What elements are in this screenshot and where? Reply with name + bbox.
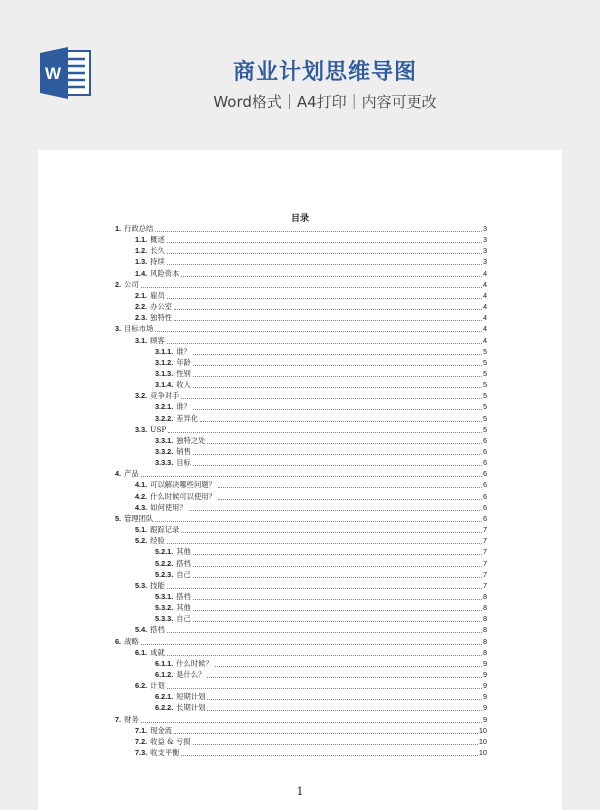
word-logo-letter: W bbox=[44, 64, 62, 83]
toc-entry-number: 7.3. bbox=[135, 748, 148, 758]
toc-entry-number: 4.2. bbox=[135, 491, 148, 501]
toc-entry-page: 5 bbox=[482, 380, 487, 390]
toc-entry-number: 6. bbox=[115, 636, 122, 646]
toc-entry[interactable] bbox=[135, 268, 487, 279]
toc-entry-page: 4 bbox=[482, 313, 487, 323]
toc-leader-dots bbox=[193, 598, 482, 600]
toc-leader-dots bbox=[193, 609, 482, 611]
toc-entry-label: 收支平衡 bbox=[150, 748, 180, 758]
toc-entry-number: 5.3.1. bbox=[155, 591, 174, 601]
toc-entry-label: 雇员 bbox=[150, 290, 165, 300]
toc-entry[interactable] bbox=[155, 691, 487, 702]
toc-entry-number: 5.3.2. bbox=[155, 603, 174, 613]
toc-entry-page: 5 bbox=[482, 346, 487, 356]
toc-entry-page: 3 bbox=[482, 235, 487, 245]
toc-entry-label: 竞争对手 bbox=[150, 391, 180, 401]
toc-entry[interactable] bbox=[135, 624, 487, 635]
toc-entry-label: 收入 bbox=[176, 380, 191, 390]
page-number: 1 bbox=[296, 785, 304, 798]
toc-entry-page: 6 bbox=[482, 435, 487, 445]
toc-leader-dots bbox=[193, 565, 482, 567]
toc-entry-page: 4 bbox=[482, 302, 487, 312]
toc-entry[interactable] bbox=[155, 368, 487, 379]
toc-entry-label: 独特性 bbox=[150, 313, 173, 323]
toc-leader-dots bbox=[200, 420, 482, 422]
toc-entry[interactable] bbox=[135, 647, 487, 658]
toc-entry[interactable] bbox=[155, 602, 487, 613]
toc-entry-label: 跟踪记录 bbox=[150, 525, 180, 535]
toc-leader-dots bbox=[215, 665, 482, 667]
toc-entry-number: 3.2.2. bbox=[155, 413, 174, 423]
toc-leader-dots bbox=[193, 576, 482, 578]
toc-entry-label: 搭档 bbox=[176, 591, 191, 601]
toc-entry-number: 3.3.1. bbox=[155, 435, 174, 445]
toc-entry-label: USP bbox=[150, 424, 167, 434]
toc-entry-label: 差异化 bbox=[176, 413, 199, 423]
toc-entry[interactable] bbox=[155, 669, 487, 680]
toc-leader-dots bbox=[193, 464, 482, 466]
toc-entry-page: 9 bbox=[482, 658, 487, 668]
toc-leader-dots bbox=[167, 297, 482, 299]
toc-entry-page: 8 bbox=[482, 603, 487, 613]
toc-entry[interactable] bbox=[135, 424, 487, 435]
toc-entry-number: 3.2.1. bbox=[155, 402, 174, 412]
toc-entry-number: 3. bbox=[115, 324, 122, 334]
toc-entry-label: 技能 bbox=[150, 580, 165, 590]
toc-leader-dots bbox=[193, 743, 478, 745]
toc-entry-number: 5.2.2. bbox=[155, 558, 174, 568]
toc-leader-dots bbox=[181, 275, 482, 277]
toc-leader-dots bbox=[193, 386, 482, 388]
toc-entry-number: 3.2. bbox=[135, 391, 148, 401]
toc-entry[interactable] bbox=[135, 301, 487, 312]
toc-entry-page: 7 bbox=[482, 558, 487, 568]
toc-entry[interactable] bbox=[135, 524, 487, 535]
toc-leader-dots bbox=[174, 732, 478, 734]
toc-entry-label: 销售 bbox=[176, 447, 191, 456]
toc-entry-number: 5.2. bbox=[135, 536, 148, 546]
toc-entry[interactable] bbox=[155, 613, 487, 624]
toc-entry-label: 搭档 bbox=[176, 558, 191, 568]
toc-entry-number: 6.2.1. bbox=[155, 692, 174, 702]
toc-entry-number: 4.3. bbox=[135, 502, 148, 512]
toc-leader-dots bbox=[167, 241, 482, 243]
toc-leader-dots bbox=[174, 308, 482, 310]
toc-entry[interactable] bbox=[135, 502, 487, 513]
toc-entry-label: 长久 bbox=[150, 246, 165, 256]
toc-entry-number: 3.3.2. bbox=[155, 447, 174, 456]
toc-entry[interactable] bbox=[115, 636, 487, 647]
toc-entry-label: 谁？ bbox=[176, 346, 191, 356]
toc-leader-dots bbox=[193, 453, 482, 455]
toc-entry-page: 5 bbox=[482, 424, 487, 434]
toc-leader-dots bbox=[193, 364, 482, 366]
toc-entry-page: 4 bbox=[482, 279, 487, 289]
toc-entry-page: 5 bbox=[482, 391, 487, 401]
toc-entry-page: 5 bbox=[482, 402, 487, 412]
toc-entry-label: 顾客 bbox=[150, 335, 165, 345]
toc-entry-number: 6.1.1. bbox=[155, 658, 174, 668]
toc-entry-number: 1.3. bbox=[135, 257, 148, 267]
toc-entry[interactable] bbox=[135, 747, 487, 758]
toc-entry[interactable] bbox=[135, 290, 487, 301]
toc-entry[interactable] bbox=[135, 580, 487, 591]
toc-leader-dots bbox=[167, 342, 482, 344]
toc-leader-dots bbox=[167, 587, 482, 589]
toc-entry[interactable] bbox=[155, 702, 487, 713]
toc-entry-number: 2.3. bbox=[135, 313, 148, 323]
toc-title: 目录 bbox=[290, 214, 309, 224]
toc-entry[interactable] bbox=[135, 491, 487, 502]
toc-entry[interactable] bbox=[155, 401, 487, 412]
toc-leader-dots bbox=[167, 542, 482, 544]
toc-entry-page: 9 bbox=[482, 714, 487, 724]
toc-entry-number: 3.1.2. bbox=[155, 357, 174, 367]
toc-entry-number: 5.2.3. bbox=[155, 569, 174, 579]
toc-entry-number: 6.2. bbox=[135, 681, 148, 691]
toc-leader-dots bbox=[193, 620, 482, 622]
toc-leader-dots bbox=[167, 631, 482, 633]
toc-leader-dots bbox=[167, 687, 482, 689]
toc-entry[interactable] bbox=[115, 513, 487, 524]
toc-entry-number: 6.2.2. bbox=[155, 703, 174, 713]
toc-entry-number: 5.4. bbox=[135, 625, 148, 635]
toc-leader-dots bbox=[218, 498, 482, 500]
toc-entry-page: 9 bbox=[482, 692, 487, 702]
toc-entry-label: 年龄 bbox=[176, 357, 191, 367]
toc-leader-dots bbox=[193, 353, 482, 355]
toc-entry[interactable] bbox=[115, 714, 487, 725]
page-subtitle: Word格式｜A4打印｜内容可更改 bbox=[213, 93, 437, 111]
toc-entry[interactable] bbox=[155, 379, 487, 390]
page-title: 商业计划思维导图 bbox=[232, 60, 417, 85]
toc-entry-number: 1.1. bbox=[135, 235, 148, 245]
toc-leader-dots bbox=[181, 754, 478, 756]
toc-entry-label: 持续 bbox=[150, 257, 165, 267]
toc-entry-page: 8 bbox=[482, 636, 487, 646]
toc-entry-page: 9 bbox=[482, 670, 487, 679]
toc-entry-page: 9 bbox=[482, 703, 487, 713]
toc-entry-number: 3.1. bbox=[135, 335, 148, 345]
toc-entry[interactable] bbox=[155, 591, 487, 602]
toc-entry-label: 什么时候？ bbox=[176, 658, 213, 668]
toc-leader-dots bbox=[193, 375, 482, 377]
toc-entry-page: 8 bbox=[482, 591, 487, 601]
toc-entry-label: 其他 bbox=[176, 547, 191, 557]
toc-entry-label: 办公室 bbox=[150, 302, 173, 312]
toc-entry-page: 6 bbox=[482, 502, 487, 512]
toc-entry-number: 2.1. bbox=[135, 290, 148, 300]
toc-entry[interactable] bbox=[135, 335, 487, 346]
toc-entry[interactable] bbox=[155, 357, 487, 368]
toc-entry[interactable] bbox=[115, 223, 487, 234]
toc-leader-dots bbox=[181, 397, 482, 399]
toc-entry-page: 3 bbox=[482, 246, 487, 256]
toc-leader-dots bbox=[207, 709, 481, 711]
toc-entry-label: 产品 bbox=[124, 469, 139, 479]
toc-entry[interactable] bbox=[115, 323, 487, 334]
toc-entry-label: 成就 bbox=[150, 647, 165, 657]
toc-leader-dots bbox=[193, 553, 482, 555]
toc-entry-page: 10 bbox=[478, 725, 487, 735]
toc-entry[interactable] bbox=[155, 546, 487, 557]
toc-entry[interactable] bbox=[155, 558, 487, 569]
toc-entry-label: 其他 bbox=[176, 603, 191, 613]
toc-leader-dots bbox=[189, 509, 482, 511]
toc-entry-label: 短期计划 bbox=[176, 692, 206, 702]
toc-leader-dots bbox=[193, 408, 482, 410]
toc-entry-number: 6.1.2. bbox=[155, 670, 174, 679]
toc-entry[interactable] bbox=[155, 569, 487, 580]
toc-entry-label: 独特之处 bbox=[176, 435, 206, 445]
toc-entry-number: 1. bbox=[115, 224, 122, 233]
toc-entry-label: 目标市场 bbox=[124, 324, 154, 334]
toc-entry[interactable] bbox=[155, 435, 487, 446]
toc-leader-dots bbox=[155, 230, 482, 232]
toc-entry-number: 5.1. bbox=[135, 525, 148, 535]
toc-entry-page: 7 bbox=[482, 525, 487, 535]
toc-leader-dots bbox=[141, 475, 482, 477]
toc-entry-page: 4 bbox=[482, 290, 487, 300]
toc-entry-label: 收益 & 亏损 bbox=[150, 736, 191, 746]
toc-entry[interactable] bbox=[135, 312, 487, 323]
toc-leader-dots bbox=[207, 676, 481, 678]
toc-leader-dots bbox=[218, 486, 482, 488]
toc-leader-dots bbox=[207, 442, 481, 444]
toc-entry-page: 4 bbox=[482, 335, 487, 345]
toc-entry-number: 3.1.4. bbox=[155, 380, 174, 390]
toc-entry-label: 谁？ bbox=[176, 402, 191, 412]
toc-entry-page: 4 bbox=[482, 268, 487, 278]
toc-entry-label: 现金流 bbox=[150, 725, 173, 735]
toc-entry[interactable] bbox=[155, 457, 487, 468]
toc-entry-page: 4 bbox=[482, 324, 487, 334]
toc-leader-dots bbox=[155, 330, 482, 332]
toc-entry[interactable] bbox=[135, 736, 487, 747]
toc-entry-label: 风险资本 bbox=[150, 268, 180, 278]
toc-entry-number: 3.3. bbox=[135, 424, 148, 434]
toc-entry[interactable] bbox=[155, 413, 487, 424]
toc-entry-page: 6 bbox=[482, 469, 487, 479]
toc-leader-dots bbox=[174, 319, 482, 321]
toc-entry-number: 7. bbox=[115, 714, 122, 724]
toc-entry-number: 5. bbox=[115, 513, 122, 523]
toc-entry-label: 自己 bbox=[176, 569, 191, 579]
toc-entry-page: 10 bbox=[478, 748, 487, 758]
toc-entry[interactable] bbox=[135, 725, 487, 736]
toc-entry-label: 如何使用？ bbox=[150, 502, 187, 512]
toc-entry-page: 9 bbox=[482, 681, 487, 691]
toc-entry-number: 5.2.1. bbox=[155, 547, 174, 557]
toc-entry[interactable] bbox=[135, 256, 487, 267]
toc-entry-label: 战略 bbox=[124, 636, 139, 646]
toc-leader-dots bbox=[167, 263, 482, 265]
toc-leader-dots bbox=[155, 520, 482, 522]
toc-entry-page: 7 bbox=[482, 536, 487, 546]
toc-entry-number: 7.2. bbox=[135, 736, 148, 746]
toc-entry[interactable] bbox=[135, 535, 487, 546]
toc-entry[interactable] bbox=[135, 390, 487, 401]
toc-entry-label: 可以解决哪些问题？ bbox=[150, 480, 216, 490]
toc-entry-label: 长期计划 bbox=[176, 703, 206, 713]
toc-entry-number: 4. bbox=[115, 469, 122, 479]
toc-entry-label: 公司 bbox=[124, 279, 139, 289]
toc-entry[interactable] bbox=[135, 245, 487, 256]
toc-entry-label: 性别 bbox=[176, 368, 191, 378]
toc-entry-page: 7 bbox=[482, 580, 487, 590]
toc-entry-page: 6 bbox=[482, 513, 487, 523]
toc-entry[interactable] bbox=[135, 479, 487, 490]
toc-entry-page: 6 bbox=[482, 491, 487, 501]
toc-entry-page: 6 bbox=[482, 458, 487, 468]
toc-leader-dots bbox=[141, 286, 482, 288]
toc-entry[interactable] bbox=[135, 680, 487, 691]
toc-entry[interactable] bbox=[155, 446, 487, 457]
toc-entry[interactable] bbox=[155, 658, 487, 669]
toc-entry-page: 6 bbox=[482, 480, 487, 490]
toc-entry-page: 6 bbox=[482, 447, 487, 456]
toc-entry-label: 是什么？ bbox=[176, 670, 206, 679]
toc-entry-label: 目标 bbox=[176, 458, 191, 468]
toc-entry[interactable] bbox=[135, 234, 487, 245]
toc-entry-number: 3.1.1. bbox=[155, 346, 174, 356]
toc-leader-dots bbox=[141, 643, 482, 645]
toc-entry-label: 什么时候可以使用？ bbox=[150, 491, 216, 501]
toc-entry-page: 5 bbox=[482, 357, 487, 367]
toc-entry-number: 1.4. bbox=[135, 268, 148, 278]
toc-entry-label: 财务 bbox=[124, 714, 139, 724]
toc-entry-page: 8 bbox=[482, 647, 487, 657]
toc-entry-label: 计划 bbox=[150, 681, 165, 691]
toc-entry[interactable] bbox=[115, 468, 487, 479]
toc-entry-page: 3 bbox=[482, 224, 487, 233]
toc-entry-page: 7 bbox=[482, 569, 487, 579]
toc-entry[interactable] bbox=[155, 346, 487, 357]
toc-entry-label: 搭档 bbox=[150, 625, 165, 635]
toc-entry-page: 8 bbox=[482, 614, 487, 624]
toc-entry-number: 2. bbox=[115, 279, 122, 289]
toc-leader-dots bbox=[181, 531, 482, 533]
toc-entry-number: 4.1. bbox=[135, 480, 148, 490]
toc-entry-page: 7 bbox=[482, 547, 487, 557]
toc-entry-number: 7.1. bbox=[135, 725, 148, 735]
toc-entry-number: 5.3.3. bbox=[155, 614, 174, 624]
toc-entry-number: 5.3. bbox=[135, 580, 148, 590]
toc-entry-number: 2.2. bbox=[135, 302, 148, 312]
toc-leader-dots bbox=[167, 654, 482, 656]
toc-entry-label: 经验 bbox=[150, 536, 165, 546]
toc-leader-dots bbox=[167, 252, 482, 254]
toc-entry-number: 1.2. bbox=[135, 246, 148, 256]
toc-entry-label: 自己 bbox=[176, 614, 191, 624]
toc-entry-label: 管理团队 bbox=[124, 513, 154, 523]
toc-entry-page: 3 bbox=[482, 257, 487, 267]
toc-entry-label: 行政总结 bbox=[124, 224, 154, 233]
toc-leader-dots bbox=[141, 721, 482, 723]
toc-entry-page: 5 bbox=[482, 368, 487, 378]
toc-entry-number: 6.1. bbox=[135, 647, 148, 657]
toc-entry-page: 5 bbox=[482, 413, 487, 423]
toc-leader-dots bbox=[207, 698, 481, 700]
toc-entry-number: 3.1.3. bbox=[155, 368, 174, 378]
toc-entry-page: 8 bbox=[482, 625, 487, 635]
toc-leader-dots bbox=[168, 431, 482, 433]
toc-entry[interactable] bbox=[115, 279, 487, 290]
toc-entry-label: 概述 bbox=[150, 235, 165, 245]
toc-entry-number: 3.3.3. bbox=[155, 458, 174, 468]
toc-entry-page: 10 bbox=[478, 736, 487, 746]
